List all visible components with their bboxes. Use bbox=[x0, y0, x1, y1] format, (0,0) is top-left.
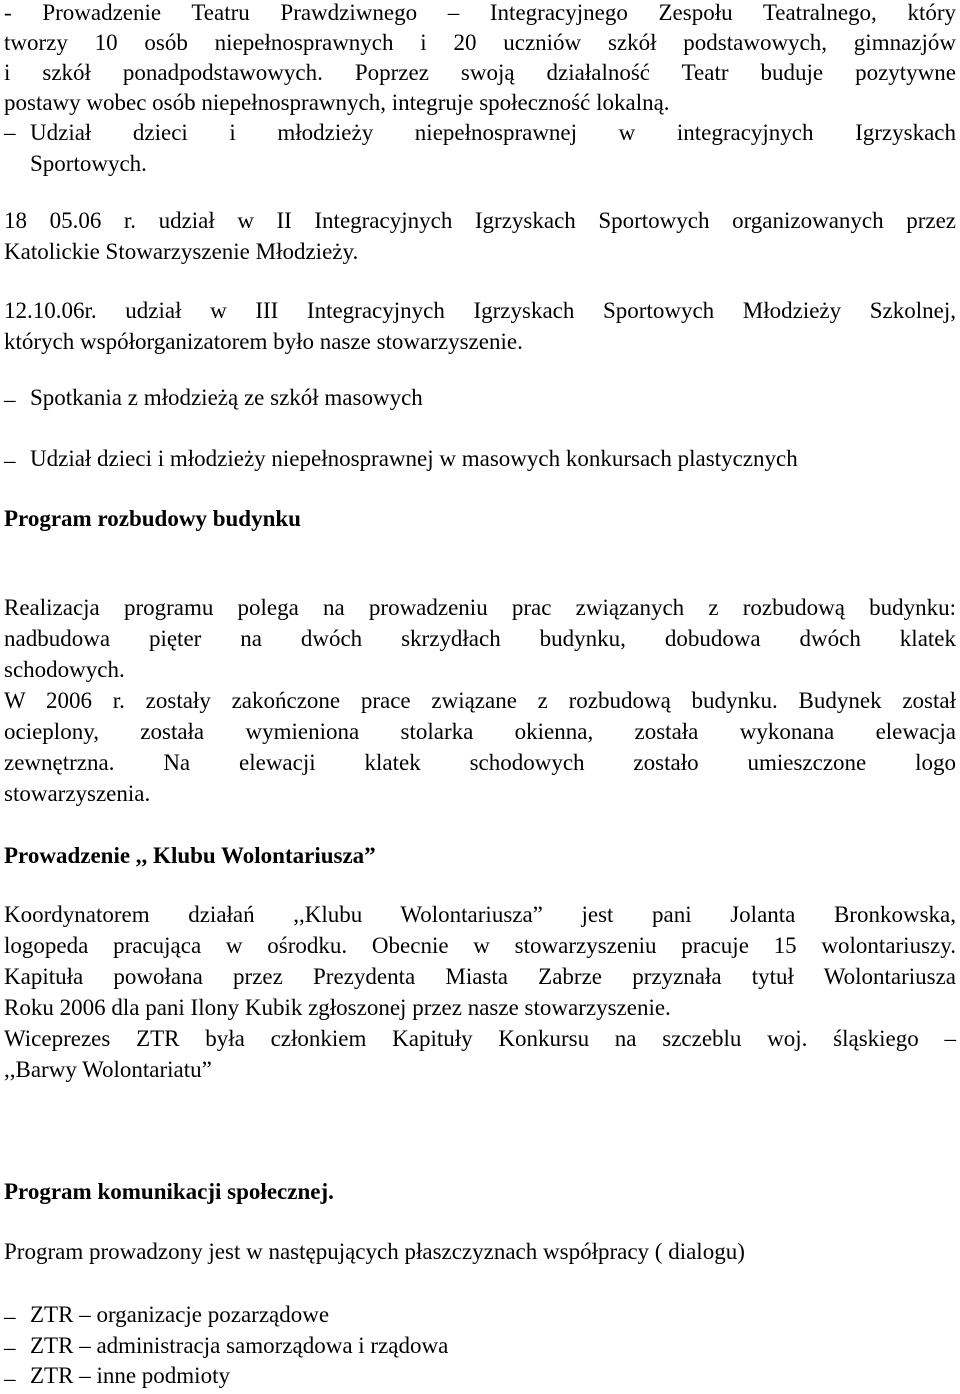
bullet-dash: – bbox=[4, 120, 16, 145]
section-heading: Prowadzenie ,, Klubu Wolontariusza” bbox=[4, 843, 376, 868]
bullet-dash: – bbox=[4, 387, 16, 412]
text-line: zewnętrzna. Na elewacji klatek schodowych zostało umieszczone logo bbox=[4, 750, 956, 775]
text-line: ZTR – inne podmioty bbox=[30, 1363, 230, 1388]
text-line: W 2006 r. zostały zakończone prace związane z rozbudową budynku. Budynek został bbox=[4, 688, 956, 713]
text-line: stowarzyszenia. bbox=[4, 781, 151, 806]
text-line: Sportowych. bbox=[30, 151, 147, 176]
text-line: logopeda pracująca w ośrodku. Obecnie w stowarzyszeniu pracuje 15 wolontariuszy. bbox=[4, 933, 956, 958]
text-line: Udział dzieci i młodzieży niepełnosprawnej w masowych konkursach plastycznych bbox=[30, 446, 798, 471]
text-line: Koordynatorem działań ,,Klubu Wolontariusza” jest pani Jolanta Bronkowska, bbox=[4, 902, 956, 927]
text-line: których współorganizatorem było nasze stowarzyszenie. bbox=[4, 329, 523, 354]
text-line: Wiceprezes ZTR była członkiem Kapituły Konkursu na szczeblu woj. śląskiego – bbox=[4, 1026, 956, 1051]
section-heading: Program rozbudowy budynku bbox=[4, 506, 301, 531]
text-line: ocieplony, została wymieniona stolarka okienna, została wykonana elewacja bbox=[4, 719, 956, 744]
text-line: ,,Barwy Wolontariatu” bbox=[4, 1057, 212, 1082]
text-line: 12.10.06r. udział w III Integracyjnych Igrzyskach Sportowych Młodzieży Szkolnej, bbox=[4, 298, 956, 323]
text-line: nadbudowa pięter na dwóch skrzydłach budynku, dobudowa dwóch klatek bbox=[4, 626, 956, 651]
text-line: Program prowadzony jest w następujących płaszczyznach współpracy ( dialogu) bbox=[4, 1239, 745, 1264]
bullet-dash: – bbox=[4, 448, 16, 473]
text-line: schodowych. bbox=[4, 657, 125, 682]
text-line: ZTR – administracja samorządowa i rządowa bbox=[30, 1333, 449, 1358]
text-line: i szkół ponadpodstawowych. Poprzez swoją działalność Teatr buduje pozytywne bbox=[4, 60, 956, 85]
bullet-dash: – bbox=[4, 1366, 16, 1391]
text-line: Realizacja programu polega na prowadzeniu prac związanych z rozbudową budynku: bbox=[4, 595, 956, 620]
text-line: Kapituła powołana przez Prezydenta Miasta Zabrze przyznała tytuł Wolontariusza bbox=[4, 964, 956, 989]
text-line: 18 05.06 r. udział w II Integracyjnych Igrzyskach Sportowych organizowanych przez bbox=[4, 208, 956, 233]
text-line: postawy wobec osób niepełnosprawnych, integruje społeczność lokalną. bbox=[4, 90, 670, 115]
bullet-dash: – bbox=[4, 1335, 16, 1360]
text-line: - Prowadzenie Teatru Prawdziwnego – Integracyjnego Zespołu Teatralnego, który bbox=[4, 0, 956, 25]
bullet-dash: – bbox=[4, 1304, 16, 1329]
text-line: Roku 2006 dla pani Ilony Kubik zgłoszonej przez nasze stowarzyszenie. bbox=[4, 995, 671, 1020]
section-heading: Program komunikacji społecznej. bbox=[4, 1179, 334, 1204]
text-line: Udział dzieci i młodzieży niepełnosprawnej w integracyjnych Igrzyskach bbox=[30, 120, 956, 145]
text-line: tworzy 10 osób niepełnosprawnych i 20 uczniów szkół podstawowych, gimnazjów bbox=[4, 30, 956, 55]
text-line: Katolickie Stowarzyszenie Młodzieży. bbox=[4, 239, 359, 264]
text-line: Spotkania z młodzieżą ze szkół masowych bbox=[30, 385, 423, 410]
text-line: ZTR – organizacje pozarządowe bbox=[30, 1302, 330, 1327]
